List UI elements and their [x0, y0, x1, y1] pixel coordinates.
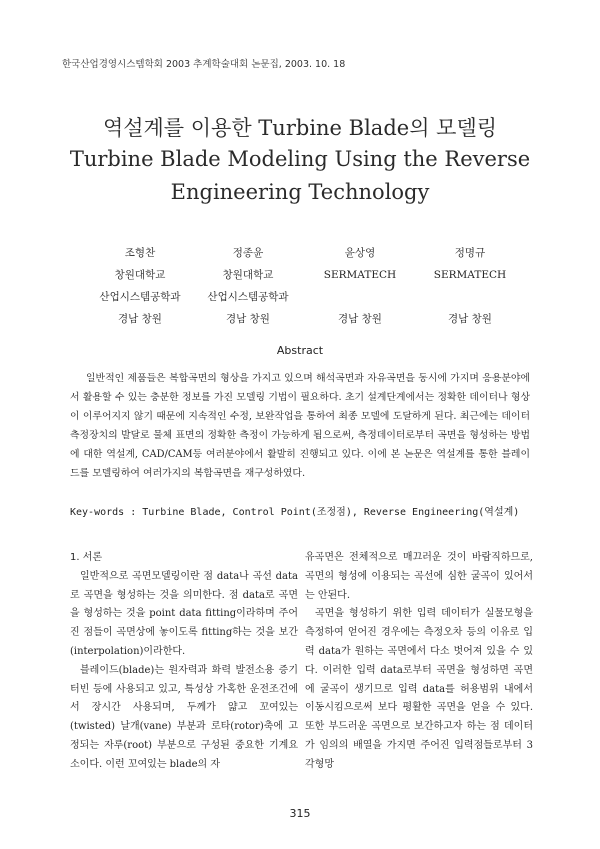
author-name: 정명규 — [454, 247, 486, 259]
author-name: 윤상영 — [344, 247, 376, 259]
author-affiliation: SERMATECH — [323, 269, 397, 281]
author-location: 경남 창원 — [448, 313, 492, 325]
title-english-line1: Turbine Blade Modeling Using the Reverse — [69, 147, 531, 171]
left-column — [70, 549, 298, 775]
page-number: 315 — [289, 807, 311, 820]
author-affiliation: 창원대학교 — [222, 269, 274, 281]
author-department — [400, 286, 540, 308]
author-affiliation: 창원대학교 — [114, 269, 166, 281]
author-department: 산업시스템공학과 — [207, 291, 289, 303]
author-department: 산업시스템공학과 — [99, 291, 181, 303]
author-block — [400, 242, 540, 330]
title-korean: 역설계를 이용한 Turbine Blade의 모델링 — [102, 116, 498, 140]
right-column — [305, 549, 533, 775]
author-affiliation: SERMATECH — [433, 269, 507, 281]
conference-header: 한국산업경영시스템학회 2003 추계학술대회 논문집, 2003. 10. 18 — [62, 59, 346, 70]
body-paragraph: 곡면을 형성하기 위한 입력 데이터가 실물모형을 측정하여 얻어진 경우에는 측정오차 등의 이유로 입력 data가 원하는 곡면에서 다소 벗어져 있을 수 있다. 이러한 입력 data로부터 곡면을 형성하면 곡면에 굴곡이 생기므로 입력 data를 허용범위 내에서 이동시킴으로써 보다 평활한 곡면을 얻을 수 있다. 또한 부드러운 곡면으로 보간하고자 하는 점 데이터가 임의의 배열을 가지면 주어진 입력점들로부터 3각형망 — [305, 608, 533, 770]
keywords-line: Key-words : Turbine Blade, Control Point(조정점), Reverse Engineering(역설계) — [70, 507, 520, 518]
body-paragraph: 블레이드(blade)는 원자력과 화력 발전소용 증기 터빈 등에 사용되고 있고, 특성상 가혹한 운전조건에서 장시간 사용되며, 두께가 얇고 꼬여있는(twisted) 날개(vane) 부분과 로타(rotor)축에 고정되는 자루(root) 부분으로 구성된 중요한 기계요소이다. 이런 꼬여있는 blade의 자 — [70, 664, 298, 770]
author-location: 경남 창원 — [338, 313, 382, 325]
author-location: 경남 창원 — [226, 313, 270, 325]
title-english-line2: Engineering Technology — [170, 180, 430, 204]
abstract-body: 일반적인 제품들은 복합곡면의 형상을 가지고 있으며 해석곡면과 자유곡면을 동시에 가지며 응용분야에서 활용할 수 있는 충분한 정보를 가진 모델링 기법이 필요하다. 초기 설계단계에서는 정확한 데이터나 형상이 이루어지지 않기 때문에 지속적인 수정, 보완작업을 통하여 최종 모델에 도달하게 된다. 최근에는 데이터 측정장치의 발달로 물체 표면의 정확한 측정이 가능하게 됨으로써, 측정데이터로부터 곡면을 형성하는 방법에 대한 역설계, CAD/CAM등 여러분야에서 활발히 진행되고 있다. 이에 본 논문은 역설계를 통한 블레이드를 모델링하여 여러가지의 복합곡면을 재구성하였다. — [70, 373, 530, 479]
section-heading: 1. 서론 — [70, 552, 103, 563]
body-paragraph: 유곡면은 전체적으로 매끄러운 것이 바람직하므로, 곡면의 형성에 이용되는 곡선에 심한 굴곡이 있어서는 안된다. — [305, 552, 533, 601]
body-paragraph: 일반적으로 곡면모델링이란 점 data나 곡선 data로 곡면을 형성하는 것을 의미한다. 점 data로 곡면을 형성하는 것을 point data fitting이라하며 주어진 점들이 곡면상에 놓이도록 fitting하는 것을 보간(interpolation)이라한다. — [70, 570, 298, 657]
author-name: 정종윤 — [232, 247, 264, 259]
abstract-heading: Abstract — [276, 344, 324, 357]
author-location: 경남 창원 — [118, 313, 162, 325]
author-name: 조형찬 — [124, 247, 156, 259]
